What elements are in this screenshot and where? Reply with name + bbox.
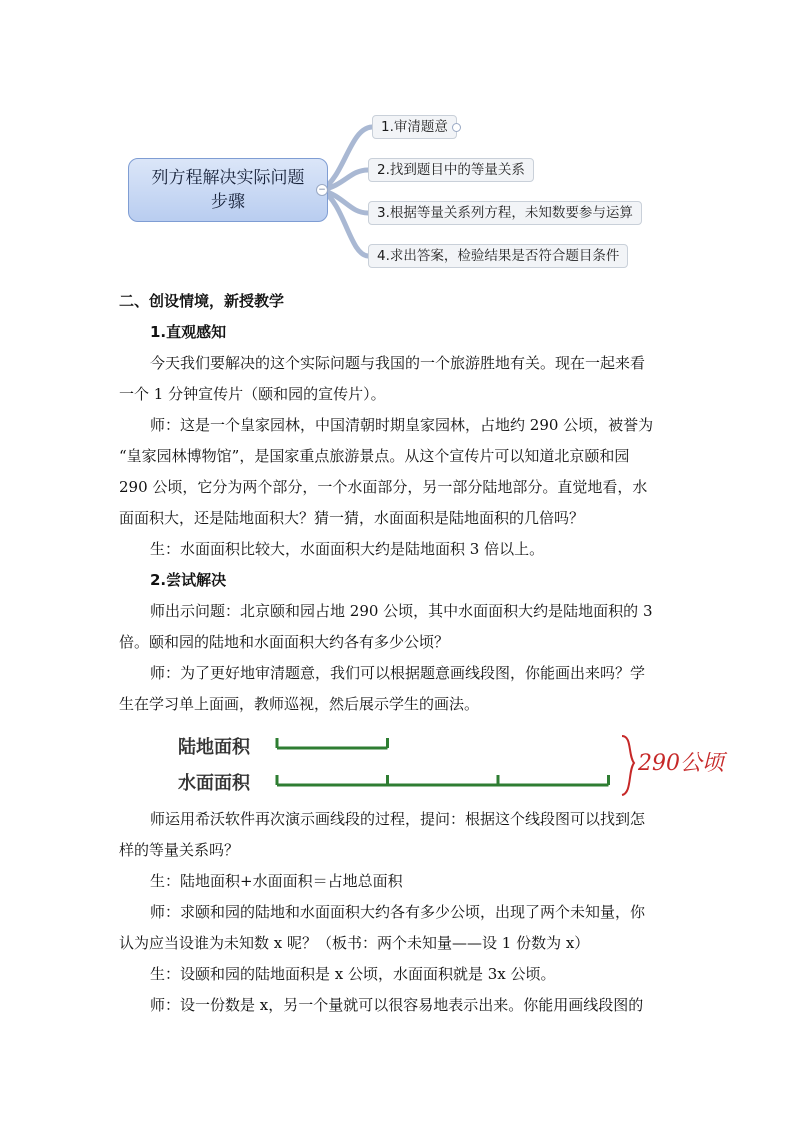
paragraph-line: 样的等量关系吗？ xyxy=(119,841,240,859)
paragraph-line: 师运用希沃软件再次演示画线段的过程，提问：根据这个线段图可以找到怎 xyxy=(150,810,646,828)
paragraph-line: 一个 1 分钟宣传片（颐和园的宣传片）。 xyxy=(119,385,386,403)
paragraph-line: 认为应当设谁为未知数 x 呢？（板书：两个未知量——设 1 份数为 x） xyxy=(119,934,590,952)
mind-map xyxy=(0,0,794,290)
root-topic-line-2: 步骤 xyxy=(211,192,245,212)
subsection-heading-1: 1.直观感知 xyxy=(150,323,227,341)
paragraph-line: 今天我们要解决的这个实际问题与我国的一个旅游胜地有关。现在一起来看 xyxy=(150,354,646,372)
paragraph-line: 生：设颐和园的陆地面积是 x 公顷，水面面积就是 3x 公顷。 xyxy=(150,965,556,983)
paragraph-line: “皇家园林博物馆”，是国家重点旅游景点。从这个宣传片可以知道北京颐和园 xyxy=(119,447,630,465)
handwritten-total-label: 290公顷 xyxy=(638,751,724,776)
paragraph-line: 生在学习单上面画，教师巡视，然后展示学生的画法。 xyxy=(119,695,480,713)
paragraph-line: 师：设一份数是 x，另一个量就可以很容易地表示出来。你能用画线段图的 xyxy=(150,996,644,1014)
paragraph-line: 290 公顷，它分为两个部分，一个水面部分，另一部分陆地部分。直觉地看，水 xyxy=(119,478,648,496)
step-node-1[interactable]: 1.审清题意 xyxy=(372,115,457,139)
water-area-label: 水面面积 xyxy=(178,773,250,794)
land-area-label: 陆地面积 xyxy=(178,737,250,758)
paragraph-line: 倍。颐和园的陆地和水面面积大约各有多少公顷？ xyxy=(119,633,450,651)
paragraph-line: 师：这是一个皇家园林，中国清朝时期皇家园林，占地约 290 公顷，被誉为 xyxy=(150,416,654,434)
mind-map-root-topic[interactable] xyxy=(128,158,328,222)
paragraph-line: 师出示问题：北京颐和园占地 290 公顷，其中水面面积大约是陆地面积的 3 xyxy=(150,602,653,620)
paragraph-line: 生：陆地面积+水面面积＝占地总面积 xyxy=(150,872,403,890)
root-topic-line-1: 列方程解决实际问题 xyxy=(151,168,305,188)
collapse-toggle-icon[interactable]: − xyxy=(316,184,328,196)
paragraph-line: 师：求颐和园的陆地和水面面积大约各有多少公顷，出现了两个未知量，你 xyxy=(150,903,646,921)
subsection-heading-2: 2.尝试解决 xyxy=(150,571,227,589)
expand-dot-icon[interactable] xyxy=(452,123,461,132)
step-node-3[interactable]: 3.根据等量关系列方程，未知数要参与运算 xyxy=(368,201,642,225)
connector-step-2 xyxy=(322,170,368,190)
total-brace-icon xyxy=(622,736,634,795)
step-node-2[interactable]: 2.找到题目中的等量关系 xyxy=(368,158,534,182)
step-node-4[interactable]: 4.求出答案，检验结果是否符合题目条件 xyxy=(368,244,628,268)
paragraph-line: 生：水面面积比较大，水面面积大约是陆地面积 3 倍以上。 xyxy=(150,540,545,558)
paragraph-line: 师：为了更好地审清题意，我们可以根据题意画线段图，你能画出来吗？学 xyxy=(150,664,646,682)
paragraph-line: 面面积大，还是陆地面积大？猜一猜，水面面积是陆地面积的几倍吗？ xyxy=(119,509,585,527)
section-heading: 二、创设情境，新授教学 xyxy=(119,292,285,310)
